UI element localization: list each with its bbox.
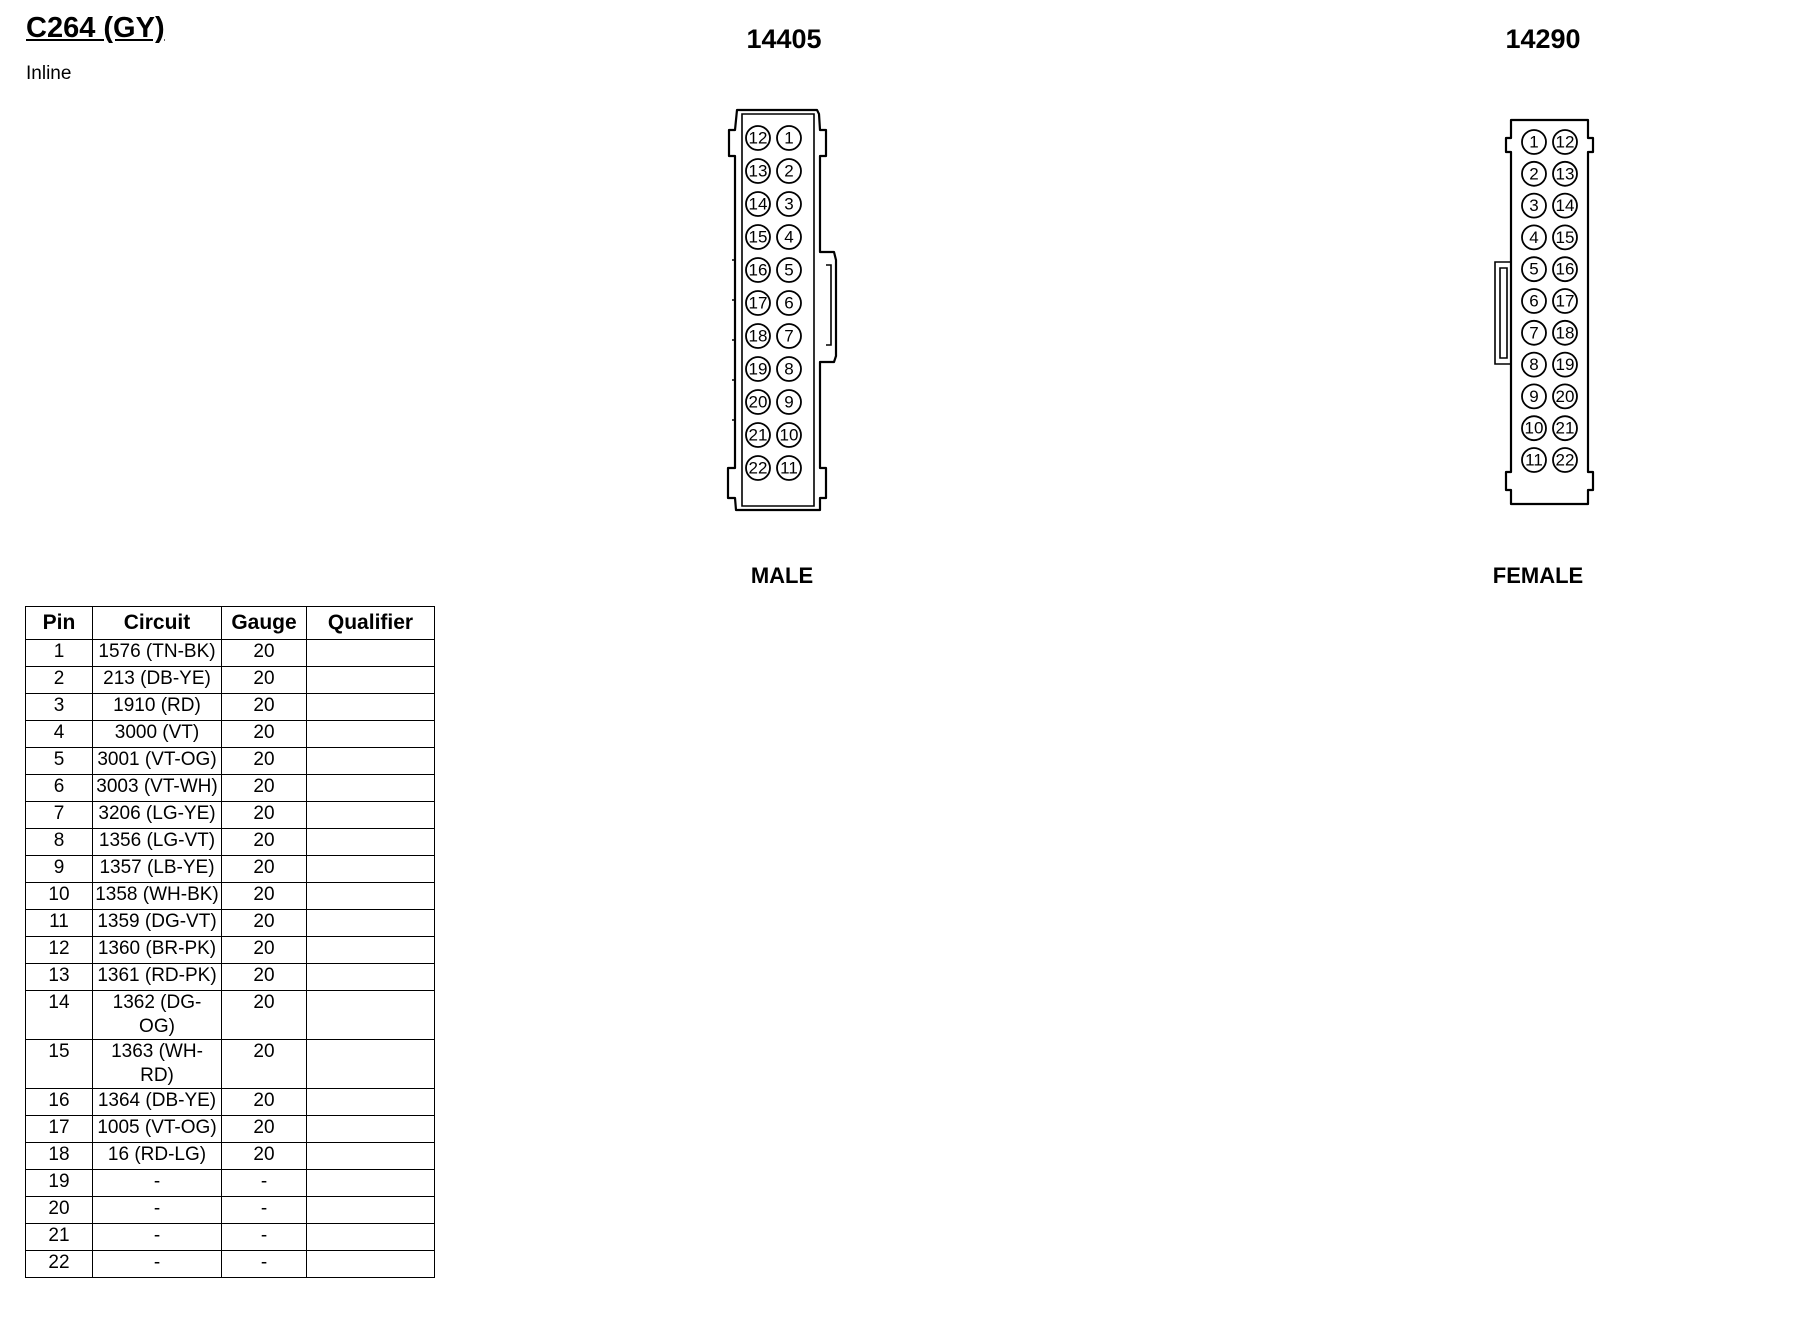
qualifier-cell [307, 1251, 435, 1278]
circuit-cell: 1361 (RD-PK) [93, 964, 222, 991]
pin-cell: 1 [26, 640, 93, 667]
pin-cell: 6 [26, 775, 93, 802]
male-connector-diagram [720, 100, 850, 515]
qualifier-cell [307, 694, 435, 721]
header-qualifier: Qualifier [307, 607, 435, 640]
pin-cell: 8 [26, 829, 93, 856]
connector-title: C264 (GY) [26, 12, 165, 44]
table-row [26, 1143, 435, 1170]
female-pin-5-label: 5 [1529, 259, 1539, 279]
gauge-cell: - [222, 1197, 307, 1224]
pin-cell: 18 [26, 1143, 93, 1170]
female-pin-21-label: 21 [1555, 418, 1575, 438]
gauge-cell: - [222, 1251, 307, 1278]
male-pin-19-label: 19 [748, 359, 768, 379]
qualifier-cell [307, 1089, 435, 1116]
gauge-cell: - [222, 1224, 307, 1251]
pin-table [25, 606, 435, 1278]
male-pin-16-label: 16 [748, 260, 768, 280]
female-pin-13-label: 13 [1555, 164, 1575, 184]
pin-cell: 16 [26, 1089, 93, 1116]
qualifier-cell [307, 1116, 435, 1143]
pin-cell: 3 [26, 694, 93, 721]
gauge-cell: 20 [222, 883, 307, 910]
male-pin-17-label: 17 [748, 293, 768, 313]
male-pin-3-label: 3 [784, 194, 794, 214]
pin-cell: 15 [26, 1040, 93, 1089]
table-row [26, 1089, 435, 1116]
header-circuit: Circuit [93, 607, 222, 640]
pin-cell: 19 [26, 1170, 93, 1197]
male-pin-18-label: 18 [748, 326, 768, 346]
female-gender-label: FEMALE [1492, 563, 1584, 588]
male-gender-label: MALE [750, 563, 814, 588]
female-pin-11-label: 11 [1525, 450, 1543, 470]
table-row [26, 1251, 435, 1278]
pin-cell: 22 [26, 1251, 93, 1278]
female-pin-16-label: 16 [1555, 259, 1575, 279]
female-pin-12-label: 12 [1555, 132, 1575, 152]
pin-cell: 17 [26, 1116, 93, 1143]
male-pin-9-label: 9 [784, 392, 794, 412]
qualifier-cell [307, 991, 435, 1040]
table-row [26, 1040, 435, 1089]
gauge-cell: 20 [222, 694, 307, 721]
table-row [26, 775, 435, 802]
female-pin-9-label: 9 [1529, 386, 1539, 406]
pin-cell: 13 [26, 964, 93, 991]
table-row [26, 694, 435, 721]
table-row [26, 721, 435, 748]
gauge-cell: 20 [222, 937, 307, 964]
qualifier-cell [307, 964, 435, 991]
qualifier-cell [307, 1040, 435, 1089]
female-pin-22-label: 22 [1555, 450, 1575, 470]
male-pin-1-label: 1 [784, 128, 794, 148]
male-pin-22-label: 22 [748, 458, 768, 478]
pin-cell: 4 [26, 721, 93, 748]
qualifier-cell [307, 640, 435, 667]
gauge-cell: 20 [222, 1143, 307, 1170]
table-row [26, 748, 435, 775]
circuit-cell: - [93, 1224, 222, 1251]
circuit-cell: 1359 (DG-VT) [93, 910, 222, 937]
male-pin-5-label: 5 [784, 260, 794, 280]
circuit-cell: 1910 (RD) [93, 694, 222, 721]
qualifier-cell [307, 802, 435, 829]
female-pin-20-label: 20 [1555, 386, 1575, 406]
gauge-cell: 20 [222, 910, 307, 937]
table-row [26, 883, 435, 910]
qualifier-cell [307, 883, 435, 910]
female-pin-15-label: 15 [1555, 227, 1575, 247]
female-pin-4-label: 4 [1529, 227, 1539, 247]
male-pin-20-label: 20 [748, 392, 768, 412]
circuit-cell: 1357 (LB-YE) [93, 856, 222, 883]
female-pin-10-label: 10 [1524, 418, 1544, 438]
qualifier-cell [307, 1143, 435, 1170]
qualifier-cell [307, 1224, 435, 1251]
gauge-cell: 20 [222, 991, 307, 1040]
qualifier-cell [307, 748, 435, 775]
table-row [26, 1224, 435, 1251]
pin-cell: 12 [26, 937, 93, 964]
female-pin-8-label: 8 [1529, 355, 1539, 375]
pin-cell: 10 [26, 883, 93, 910]
pin-cell: 9 [26, 856, 93, 883]
male-pin-11-label: 11 [780, 458, 798, 478]
pin-table-header [26, 607, 435, 640]
qualifier-cell [307, 1170, 435, 1197]
table-row [26, 1116, 435, 1143]
circuit-cell: 1005 (VT-OG) [93, 1116, 222, 1143]
header-pin: Pin [26, 607, 93, 640]
male-pin-14-label: 14 [748, 194, 768, 214]
male-part-number: 14405 [746, 24, 822, 54]
pin-cell: 11 [26, 910, 93, 937]
male-pin-13-label: 13 [748, 161, 768, 181]
female-connector-diagram [1490, 112, 1610, 512]
gauge-cell: 20 [222, 721, 307, 748]
pin-cell: 2 [26, 667, 93, 694]
female-pin-3-label: 3 [1529, 196, 1539, 216]
male-pin-6-label: 6 [784, 293, 794, 313]
pin-cell: 21 [26, 1224, 93, 1251]
table-row [26, 991, 435, 1040]
circuit-cell: 3000 (VT) [93, 721, 222, 748]
circuit-cell: 1358 (WH-BK) [93, 883, 222, 910]
gauge-cell: 20 [222, 775, 307, 802]
gauge-cell: 20 [222, 667, 307, 694]
qualifier-cell [307, 910, 435, 937]
gauge-cell: 20 [222, 1116, 307, 1143]
header-gauge: Gauge [222, 607, 307, 640]
table-row [26, 1197, 435, 1224]
female-pin-7-label: 7 [1529, 323, 1539, 343]
female-pin-18-label: 18 [1555, 323, 1575, 343]
table-row [26, 964, 435, 991]
pin-cell: 20 [26, 1197, 93, 1224]
circuit-cell: 1363 (WH-RD) [93, 1040, 222, 1089]
circuit-cell: 3001 (VT-OG) [93, 748, 222, 775]
table-row [26, 856, 435, 883]
circuit-cell: - [93, 1197, 222, 1224]
female-pin-14-label: 14 [1555, 196, 1575, 216]
circuit-cell: 213 (DB-YE) [93, 667, 222, 694]
qualifier-cell [307, 937, 435, 964]
circuit-cell: 3206 (LG-YE) [93, 802, 222, 829]
male-pin-7-label: 7 [784, 326, 794, 346]
table-row [26, 1170, 435, 1197]
table-row [26, 937, 435, 964]
gauge-cell: - [222, 1170, 307, 1197]
female-part-number: 14290 [1505, 24, 1581, 54]
qualifier-cell [307, 721, 435, 748]
qualifier-cell [307, 856, 435, 883]
circuit-cell: 1360 (BR-PK) [93, 937, 222, 964]
pin-cell: 5 [26, 748, 93, 775]
male-pin-8-label: 8 [784, 359, 794, 379]
circuit-cell: - [93, 1170, 222, 1197]
male-pin-21-label: 21 [748, 425, 768, 445]
gauge-cell: 20 [222, 640, 307, 667]
circuit-cell: 16 (RD-LG) [93, 1143, 222, 1170]
table-row [26, 640, 435, 667]
table-row [26, 802, 435, 829]
qualifier-cell [307, 1197, 435, 1224]
male-pin-12-label: 12 [748, 128, 768, 148]
gauge-cell: 20 [222, 1089, 307, 1116]
female-pin-1-label: 1 [1529, 132, 1539, 152]
pin-cell: 14 [26, 991, 93, 1040]
female-pin-17-label: 17 [1555, 291, 1575, 311]
circuit-cell: 1356 (LG-VT) [93, 829, 222, 856]
male-pin-10-label: 10 [779, 425, 799, 445]
gauge-cell: 20 [222, 964, 307, 991]
male-pin-4-label: 4 [784, 227, 794, 247]
male-pin-15-label: 15 [748, 227, 768, 247]
gauge-cell: 20 [222, 856, 307, 883]
gauge-cell: 20 [222, 1040, 307, 1089]
qualifier-cell [307, 775, 435, 802]
qualifier-cell [307, 829, 435, 856]
table-row [26, 910, 435, 937]
gauge-cell: 20 [222, 748, 307, 775]
table-row [26, 829, 435, 856]
connector-subtitle: Inline [26, 63, 72, 84]
male-pin-2-label: 2 [784, 161, 794, 181]
gauge-cell: 20 [222, 802, 307, 829]
circuit-cell: - [93, 1251, 222, 1278]
circuit-cell: 3003 (VT-WH) [93, 775, 222, 802]
female-pin-2-label: 2 [1529, 164, 1539, 184]
pin-cell: 7 [26, 802, 93, 829]
table-row [26, 667, 435, 694]
female-pin-6-label: 6 [1529, 291, 1539, 311]
circuit-cell: 1364 (DB-YE) [93, 1089, 222, 1116]
gauge-cell: 20 [222, 829, 307, 856]
circuit-cell: 1362 (DG-OG) [93, 991, 222, 1040]
female-pin-19-label: 19 [1555, 355, 1575, 375]
circuit-cell: 1576 (TN-BK) [93, 640, 222, 667]
qualifier-cell [307, 667, 435, 694]
